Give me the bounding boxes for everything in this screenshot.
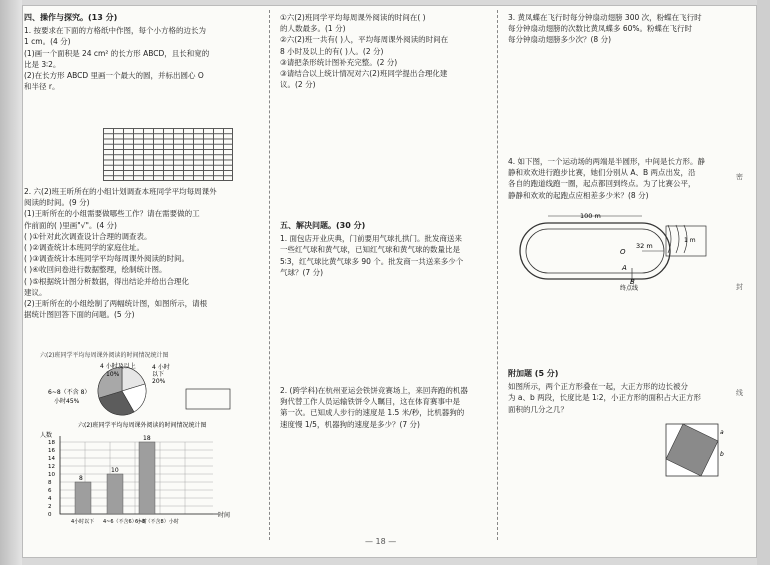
label-b: b bbox=[720, 451, 724, 458]
question-line: 静静和欢欢的起跑点应相差多少米？(8 分) bbox=[508, 190, 649, 200]
question-line: ③请把条形统计图补充完整。(2 分) bbox=[280, 57, 398, 67]
pie-label-6-8h: 6~8（不含 8） bbox=[48, 389, 91, 396]
bar-ytick: 8 bbox=[48, 480, 52, 486]
column-middle bbox=[280, 12, 490, 90]
bar-ytick: 18 bbox=[48, 440, 55, 446]
track-radius-label: 32 m bbox=[636, 242, 653, 250]
question-line: 静和欢欢进行跑步比赛，她们分别从 A、B 两点出发，沿 bbox=[508, 168, 696, 178]
question-line: (2)王昕所在的小组绘制了两幅统计图，如图所示，请根 bbox=[24, 299, 208, 309]
bonus-question bbox=[508, 368, 733, 415]
side-mark-2: 封 bbox=[736, 283, 743, 291]
question-line: 1. 面包店开业庆典，门前要用气球扎拱门。批发商送来 bbox=[280, 234, 463, 244]
question-line: 阅读的时间。(9 分) bbox=[24, 198, 90, 208]
pie-chart bbox=[40, 351, 260, 421]
column-left bbox=[24, 12, 257, 92]
bar-chart bbox=[38, 421, 260, 536]
question-line: 3. 黄凤蝶在飞行时每分钟扇动翅膀 300 次，粉蝶在飞行时 bbox=[508, 13, 702, 22]
question-line: 2. 六(2)班王昕所在的小组计划调查本班同学平均每周课外 bbox=[24, 187, 217, 196]
side-mark-1: 密 bbox=[736, 173, 743, 181]
question-line: (1)画一个面积是 24 cm² 的长方形 ABCD，且长和宽的 bbox=[24, 48, 210, 58]
side-mark-3: 线 bbox=[736, 389, 743, 397]
bar-ytick: 12 bbox=[48, 464, 55, 470]
bar-category-label: 6~8（不含8）小时 bbox=[135, 519, 179, 525]
pie-label-4h-plus: 4 小时及以上 bbox=[100, 363, 136, 370]
bar-ytick: 0 bbox=[48, 512, 52, 518]
column-divider-1 bbox=[269, 10, 270, 540]
question-line: 各自的跑道线跑一圈，起点都回到终点。为了比赛公平， bbox=[508, 179, 696, 189]
question-line: 8 小时及以上的有( )人。(2 分) bbox=[280, 46, 384, 56]
question-line: 如图所示，两个正方形叠在一起，大正方形的边长被分 bbox=[508, 382, 688, 392]
bar-mark bbox=[139, 442, 155, 514]
question-5-4 bbox=[508, 156, 733, 201]
question-line: 4. 如下图，一个运动场的两端是半圆形，中间是长方形。静 bbox=[508, 157, 706, 166]
bar-ytick: 2 bbox=[48, 504, 52, 510]
bar-value-label: 10 bbox=[111, 467, 119, 474]
question-line: 速度慢 1/5，机器狗的速度是多少？(7 分) bbox=[280, 419, 420, 429]
bar-mark bbox=[107, 474, 123, 514]
question-line: ②六(2)班一共有( )人，平均每周课外阅读的时间在 bbox=[280, 35, 449, 45]
question-line: 议。(2 分) bbox=[280, 80, 316, 90]
label-a: a bbox=[720, 429, 724, 436]
point-o: O bbox=[620, 248, 626, 256]
bar-ytick: 14 bbox=[48, 456, 55, 462]
point-b: B bbox=[630, 278, 635, 286]
pie-label-4h: 4 小时 bbox=[152, 364, 170, 371]
question-line: (2)在长方形 ABCD 里画一个最大的圆，并标出圆心 O bbox=[24, 71, 204, 81]
pie-title: 六(2)班同学平均每周课外阅读的时间情况统计图 bbox=[40, 352, 169, 359]
point-a: A bbox=[622, 264, 627, 272]
question-line: 2. (跨学科)在杭州亚运会铁饼竞赛场上，来回奔跑的机器 bbox=[280, 386, 468, 395]
question-line: 气球？(7 分) bbox=[280, 267, 324, 277]
question-line: ( )④收回问卷进行数据整理，绘制统计图。 bbox=[24, 265, 167, 275]
bar-xlabel: 时间 bbox=[218, 512, 231, 519]
question-line: ①六(2)班同学平均每周课外阅读的时间在( ) bbox=[280, 13, 426, 22]
question-line: (1)王昕所在的小组需要做哪些工作？请在需要做的工 bbox=[24, 209, 200, 219]
bar-category-label: 4~6（不含6）小时 bbox=[103, 519, 147, 525]
question-line: 据统计图回答下面的问题。(5 分) bbox=[24, 310, 135, 320]
question-line: 1 cm。(4 分) bbox=[24, 37, 71, 47]
question-line: 和半径 r。 bbox=[24, 82, 60, 92]
question-4-2 bbox=[24, 186, 257, 320]
bar-ytick: 16 bbox=[48, 448, 55, 454]
section-5-title: 五、解决问题。(30 分) bbox=[280, 221, 366, 230]
question-line: 一些红气球和黄气球，已知红气球和黄气球的数量比是 bbox=[280, 245, 460, 255]
track-length-label: 100 m bbox=[580, 212, 601, 220]
question-line: 比是 3∶2。 bbox=[24, 59, 61, 69]
bar-ytick: 4 bbox=[48, 496, 52, 502]
question-line: 建议。 bbox=[24, 287, 47, 297]
bonus-title: 附加题 (5 分) bbox=[508, 369, 559, 378]
question-line: ( )①针对此次调查设计合理的调查表。 bbox=[24, 231, 152, 241]
finish-line-label: 终点线 bbox=[620, 285, 639, 292]
bar-ytick: 6 bbox=[48, 488, 52, 494]
question-line: 的人数最多。(1 分) bbox=[280, 24, 346, 34]
binding-fold bbox=[0, 0, 22, 565]
question-line: ( )③调查统计本班同学平均每周课外阅读的时间。 bbox=[24, 254, 189, 264]
pie-label-20pct: 20% bbox=[152, 378, 166, 385]
page-number: — 18 — bbox=[365, 537, 397, 546]
pie-answer-box[interactable] bbox=[186, 389, 230, 409]
question-line: 为 a、b 两段，长度比是 1∶2，小正方形的面积占大正方形 bbox=[508, 393, 702, 403]
bar-value-label: 18 bbox=[143, 435, 151, 442]
question-5-2 bbox=[280, 385, 490, 430]
bar-ytick: 10 bbox=[48, 472, 55, 478]
pie-label-below: 以下 bbox=[152, 371, 165, 378]
question-line: 1. 按要求在下面的方格纸中作图，每个小方格的边长为 bbox=[24, 26, 207, 36]
column-right bbox=[508, 12, 733, 46]
bar-title: 六(2)班同学平均每周课外阅读的时间情况统计图 bbox=[78, 422, 207, 429]
pie-label-45pct: 小时45% bbox=[54, 398, 80, 405]
section-4-title: 四、操作与探究。(13 分) bbox=[24, 13, 118, 22]
column-divider-2 bbox=[497, 10, 498, 540]
grid-paper[interactable] bbox=[103, 128, 233, 181]
squares-figure bbox=[662, 420, 726, 480]
question-line: 作前面的( )里画"√"。(4 分) bbox=[24, 220, 117, 230]
bar-ylabel: 人数 bbox=[40, 432, 53, 439]
bar-category-label: 4小时以下 bbox=[71, 519, 95, 525]
track-diagram bbox=[508, 208, 728, 292]
question-line: 狗代替工作人员运输铁饼令人瞩目，这在体育赛事中是 bbox=[280, 397, 460, 407]
pie-label-10pct: 10% bbox=[106, 371, 120, 378]
lane-width-label: 1 m bbox=[684, 237, 696, 244]
question-line: 5∶3，红气球比黄气球多 90 个。批发商一共送来多少个 bbox=[280, 256, 464, 266]
question-line: ( )⑤根据统计图分析数据，得出结论并给出合理化 bbox=[24, 276, 189, 286]
question-line: ③请结合以上统计情况对六(2)班同学提出合理化建 bbox=[280, 69, 448, 79]
bar-mark bbox=[75, 482, 91, 514]
question-line: ( )②调查统计本班同学的家庭住址。 bbox=[24, 243, 144, 253]
question-line: 第一次。已知成人步行的速度是 1.5 米/秒，比机器狗的 bbox=[280, 408, 465, 418]
section-5 bbox=[280, 220, 490, 278]
right-margin-strip bbox=[757, 0, 770, 565]
question-4-1 bbox=[24, 25, 257, 92]
question-line: 每分钟扇动翅膀的次数比黄凤蝶多 60%。粉蝶在飞行时 bbox=[508, 24, 693, 34]
question-line: 面积的几分之几？ bbox=[508, 404, 568, 414]
question-line: 每分钟扇动翅膀多少次？(8 分) bbox=[508, 35, 612, 45]
bar-value-label: 8 bbox=[79, 475, 83, 482]
